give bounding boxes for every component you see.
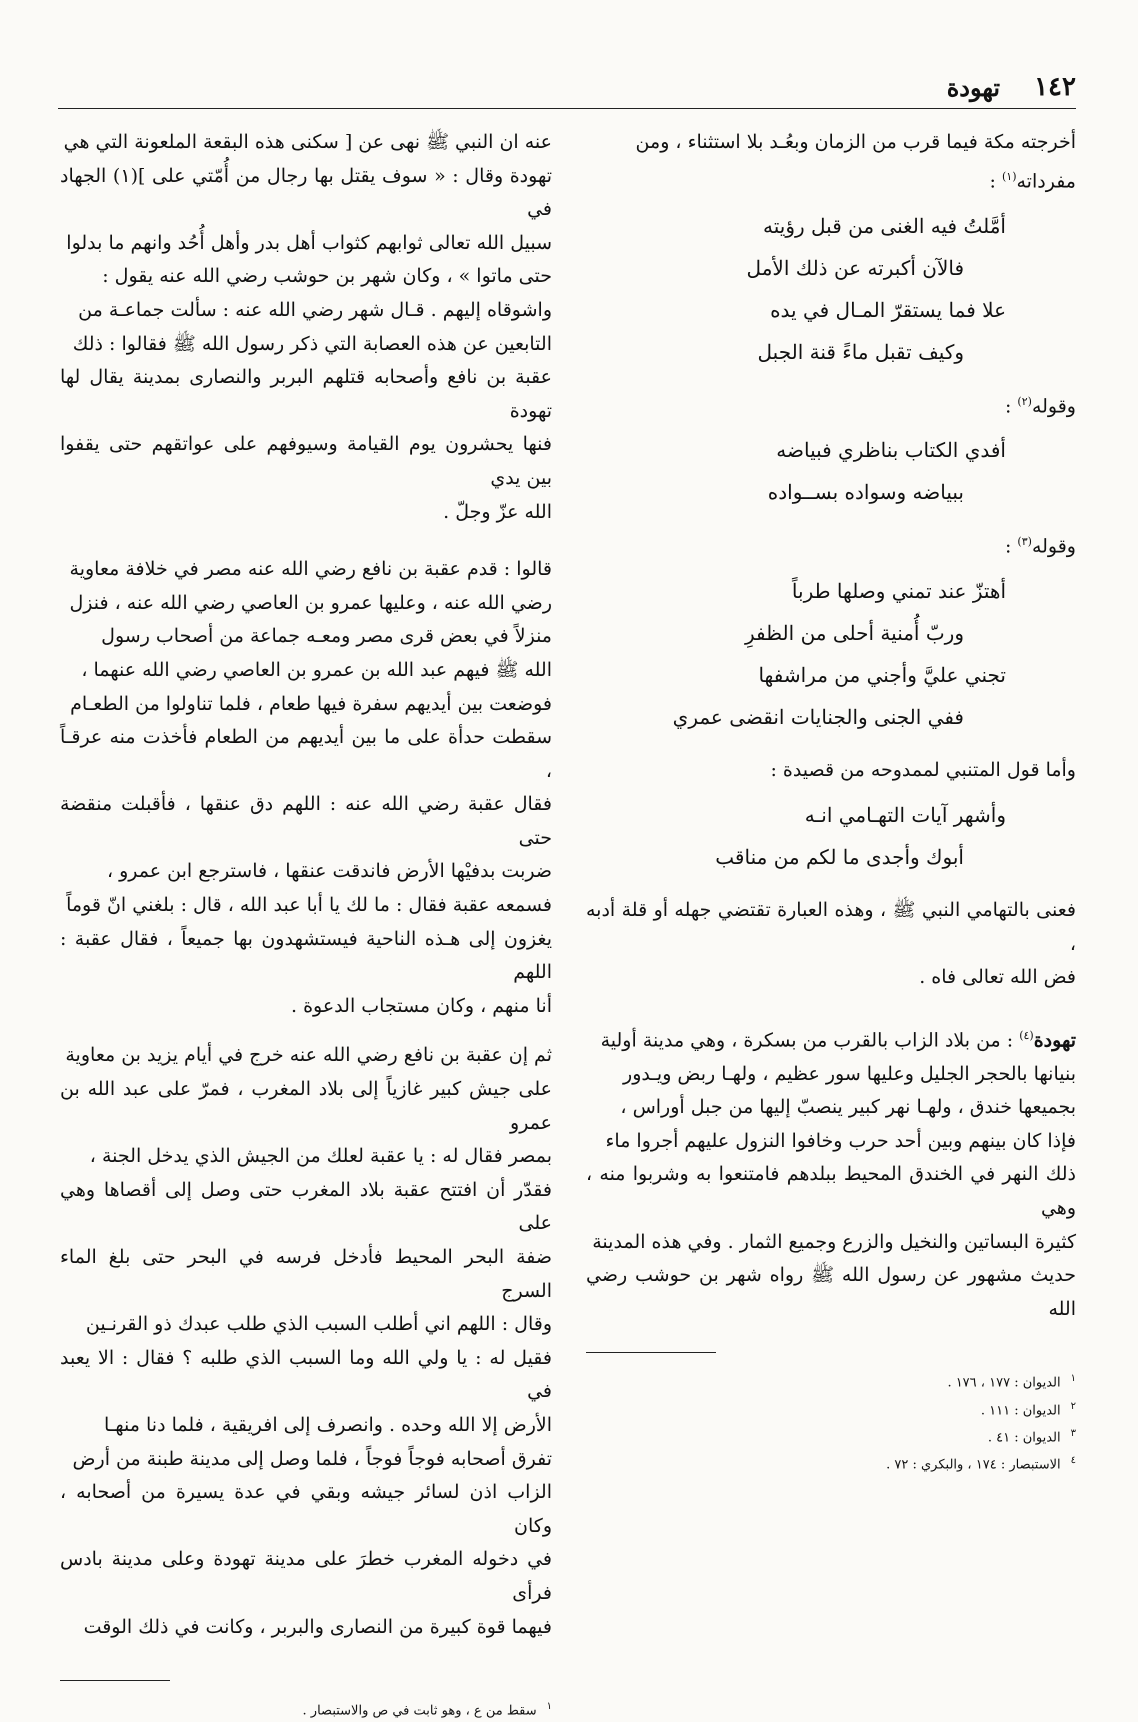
text-line: فيهما قوة كبيرة من النصارى والبربر ، وكانت في ذلك الوقت (83, 1615, 552, 1638)
verse-line: فالآن أكبرته عن ذلك الأمل (746, 255, 964, 280)
text-line: على جيش كبير غازياً إلى بلاد المغرب ، فمرّ على عبد الله بن عمرو (60, 1078, 552, 1134)
commentary-line: فعنى بالتهامي النبي ﷺ ، وهذه العبارة تقتضي جهله أو قلة أدبه ، (586, 898, 1076, 955)
poem-label-text: وقوله (1031, 535, 1076, 558)
entry-line: بجميعها خندق ، ولهـا نهر كبير ينصبّ إليها من جبل أوراس ، (620, 1096, 1076, 1119)
intro-colon: : (989, 169, 1002, 192)
text-line: عنه ان النبي ﷺ نهى عن [ سكنى هذه البقعة الملعونة التي هي (63, 131, 552, 153)
verse-line: تجني عليَّ وأجني من مراشفها (758, 663, 1006, 688)
text-line: أنا منهم ، وكان مستجاب الدعوة . (291, 994, 552, 1017)
footnote (586, 1395, 1076, 1422)
paragraph (60, 553, 552, 1023)
text-line: فنها يحشرون يوم القيامة وسيوفهم على عواتقهم حتى يقفوا بين يدي (60, 433, 552, 489)
text-line: ضفة البحر المحيط فأدخل فرسه في البحر حتى بلغ الماء السرج (60, 1246, 552, 1302)
footnote-text: سقط من ع ، وهو ثابت في ص والاستبصار . (302, 1703, 537, 1719)
verse-line: أفدي الكتاب بناظري فبياضه (776, 438, 1006, 463)
footnote-text: الديوان : ٤١ . (987, 1430, 1061, 1446)
text-line: الله عزّ وجلّ . (443, 500, 552, 523)
footnote-marker: (١) (1001, 169, 1017, 183)
poem (586, 429, 1076, 513)
poem-label-text: وقوله (1031, 394, 1076, 417)
page-number: ١٤٢ (1034, 72, 1076, 102)
text-line: سقطت حدأة على ما بين أيديهم من الطعام فأخذت منه عرقـاً ، (60, 726, 552, 782)
footnote-text: الديوان : ١٧٧ ، ١٧٦ . (947, 1375, 1061, 1391)
intro-text: مفرداته (1016, 169, 1076, 192)
text-line: الزاب اذن لسائر جيشه وبقي في عدة يسيرة من أصحابه ، وكان (60, 1481, 552, 1537)
text-line: عقبة بن نافع وأصحابه قتلهم البربر والنصارى بمدينة يقال لها تهودة (60, 366, 553, 422)
entry-headword: تهودة (1033, 1029, 1076, 1052)
verse-line: علا فما يستقرّ المـال في يده (770, 297, 1006, 322)
footnote-marker: (٣) (1017, 535, 1032, 549)
entry-line: فإذا كان بينهم وبين أحد حرب وخافوا النزول عليهم أجروا ماء (605, 1129, 1076, 1152)
paragraph (60, 1039, 552, 1644)
text-line: ضربت بدفيْها الأرض فاندقت عنقها ، فاسترجع ابن عمرو ، (106, 860, 552, 883)
footnote (586, 1422, 1076, 1449)
poem-label-colon: : (1004, 394, 1018, 417)
right-column (586, 120, 1076, 1477)
running-header (58, 68, 1076, 102)
footnote-text: الاستبصار : ١٧٤ ، والبكري : ٧٢ . (886, 1457, 1061, 1473)
verse-line: وكيف تقبل ماءً قنة الجبل (757, 339, 964, 364)
verse-line: ببياضه وسواده بســواده (767, 480, 964, 505)
paragraph (60, 126, 552, 529)
entry-line: بنيانها بالحجر الجليل وعليها سور عظيم ، ولهـا ربض ويـدور (623, 1062, 1076, 1085)
text-line: بمصر فقال له : يا عقبة لعلك من الجيش الذي يدخل الجنة ، (89, 1145, 552, 1168)
entry-text: : من بلاد الزاب بالقرب من بسكرة ، وهي مدينة أولية (600, 1029, 1014, 1052)
footnote (60, 1695, 552, 1722)
text-line: فسمعه عقبة فقال : ما لك يا أبا عبد الله ، قال : بلغني انّ قوماً (66, 894, 552, 917)
poem-label (586, 385, 1076, 424)
text-line: فقيل له : يا ولي الله وما السبب الذي طلبه ؟ فقال : الا يعبد في (60, 1346, 552, 1403)
footnote-marker: (٢) (1017, 394, 1032, 408)
text-line: منزلاً في بعض قرى مصر ومعـه جماعة من أصحاب رسول (101, 625, 552, 648)
entry-line: ذلك النهر في الخندق المحيط ببلدهم فامتنعوا به وشربوا منه ، وهي (586, 1163, 1076, 1220)
entry-line (586, 1019, 1076, 1058)
text-line: يغزون إلى هـذه الناحية فيستشهدون بها جميعاً ، فقال عقبة : اللهم (60, 927, 552, 984)
poem (586, 205, 1076, 373)
verse-line: وأشهر آيات التهـامي انـه (804, 802, 1006, 827)
text-line: وقال : اللهم اني أطلب السبب الذي طلب عبدك ذو القرنـين (85, 1313, 552, 1336)
verse-line: أبوك وأجدى ما لكم من مناقب (715, 844, 964, 869)
poem-label: وأما قول المتنبي لممدوحه من قصيدة : (770, 759, 1076, 782)
text-line: واشوقاه إليهم . قـال شهر رضي الله عنه : سألت جماعـة من (78, 298, 552, 321)
text-line: رضي الله عنه ، وعليها عمرو بن العاصي رضي الله عنه ، فنزل (69, 591, 552, 614)
verse-line: أهتزّ عند تمني وصلها طرباً (791, 579, 1006, 604)
text-line: قالوا : قدم عقبة بن نافع رضي الله عنه مصر في خلافة معاوية (69, 558, 552, 581)
text-line: فقدّر أن افتتح عقبة بلاد المغرب حتى وصل إلى أقصاها وهي على (60, 1178, 552, 1235)
text-line: سبيل الله تعالى ثوابهم كثواب أهل بدر وأهل أُحُد وانهم ما بدلوا (66, 231, 552, 254)
footnote-text: الديوان : ١١١ . (980, 1403, 1061, 1419)
footnote-rule (586, 1352, 716, 1353)
text-line: ثم إن عقبة بن نافع رضي الله عنه خرج في أيام يزيد بن معاوية (65, 1044, 552, 1067)
poem-label (586, 525, 1076, 564)
entry-line: حديث مشهور عن رسول الله ﷺ رواه شهر بن حوشب رضي الله (586, 1264, 1076, 1320)
running-title: تهودة (946, 73, 1001, 102)
header-rule (58, 108, 1076, 109)
text-line: حتى ماتوا » ، وكان شهر بن حوشب رضي الله عنه يقول : (102, 265, 552, 288)
text-line: فوضعت بين أيديهم سفرة فيها طعام ، فلما تناولوا من الطعـام (70, 692, 552, 715)
entry-line: كثيرة البساتين والنخيل والزرع وجميع الثمار . وفي هذه المدينة (592, 1230, 1076, 1253)
text-line: التابعين عن هذه العصابة التي ذكر رسول الله ﷺ فقالوا : ذلك (72, 332, 552, 355)
text-line: في دخوله المغرب خطرَ على مدينة تهودة وعلى مدينة بادس فرأى (60, 1548, 552, 1604)
poem (586, 794, 1076, 878)
footnote-number: ١ (1070, 1373, 1076, 1385)
footnote-number: ٤ (1070, 1455, 1076, 1467)
footnote-number: ١ (546, 1701, 552, 1713)
footnote (586, 1367, 1076, 1394)
commentary-line: فض الله تعالى فاه . (919, 966, 1076, 989)
left-column (60, 120, 552, 1722)
footnote-number: ٢ (1070, 1400, 1076, 1412)
intro-line: أخرجته مكة فيما قرب من الزمان وبعُـد بلا استثناء ، ومن (635, 131, 1076, 153)
intro-line (586, 160, 1076, 199)
text-line: فقال عقبة رضي الله عنه : اللهم دق عنقها ، فأقبلت منقضة حتى (60, 793, 552, 849)
poem-label-colon: : (1004, 535, 1018, 558)
poem (586, 570, 1076, 738)
text-line: تهودة وقال : « سوف يقتل بها رجال من أُمّتي على ](١) الجهاد في (60, 164, 552, 221)
footnote-rule (60, 1680, 170, 1681)
text-line: تفرق أصحابه فوجاً فوجاً ، فلما وصل إلى مدينة طبنة من أرض (72, 1447, 552, 1470)
verse-line: ففي الجنى والجنايات انقضى عمري (672, 705, 964, 730)
footnote (586, 1449, 1076, 1476)
text-line: الأرض إلا الله وحده . وانصرف إلى افريقية ، فلما دنا منهـا (103, 1413, 552, 1436)
verse-line: وربّ أُمنية أحلى من الظفرِ (745, 621, 964, 646)
verse-line: أمَّلتُ فيه الغنى من قبل رؤيته (763, 213, 1006, 238)
footnote-number: ٣ (1070, 1428, 1076, 1440)
text-line: الله ﷺ فيهم عبد الله بن عمرو بن العاصي رضي الله عنهما ، (81, 658, 552, 681)
footnote-marker: (٤) (1019, 1028, 1034, 1042)
